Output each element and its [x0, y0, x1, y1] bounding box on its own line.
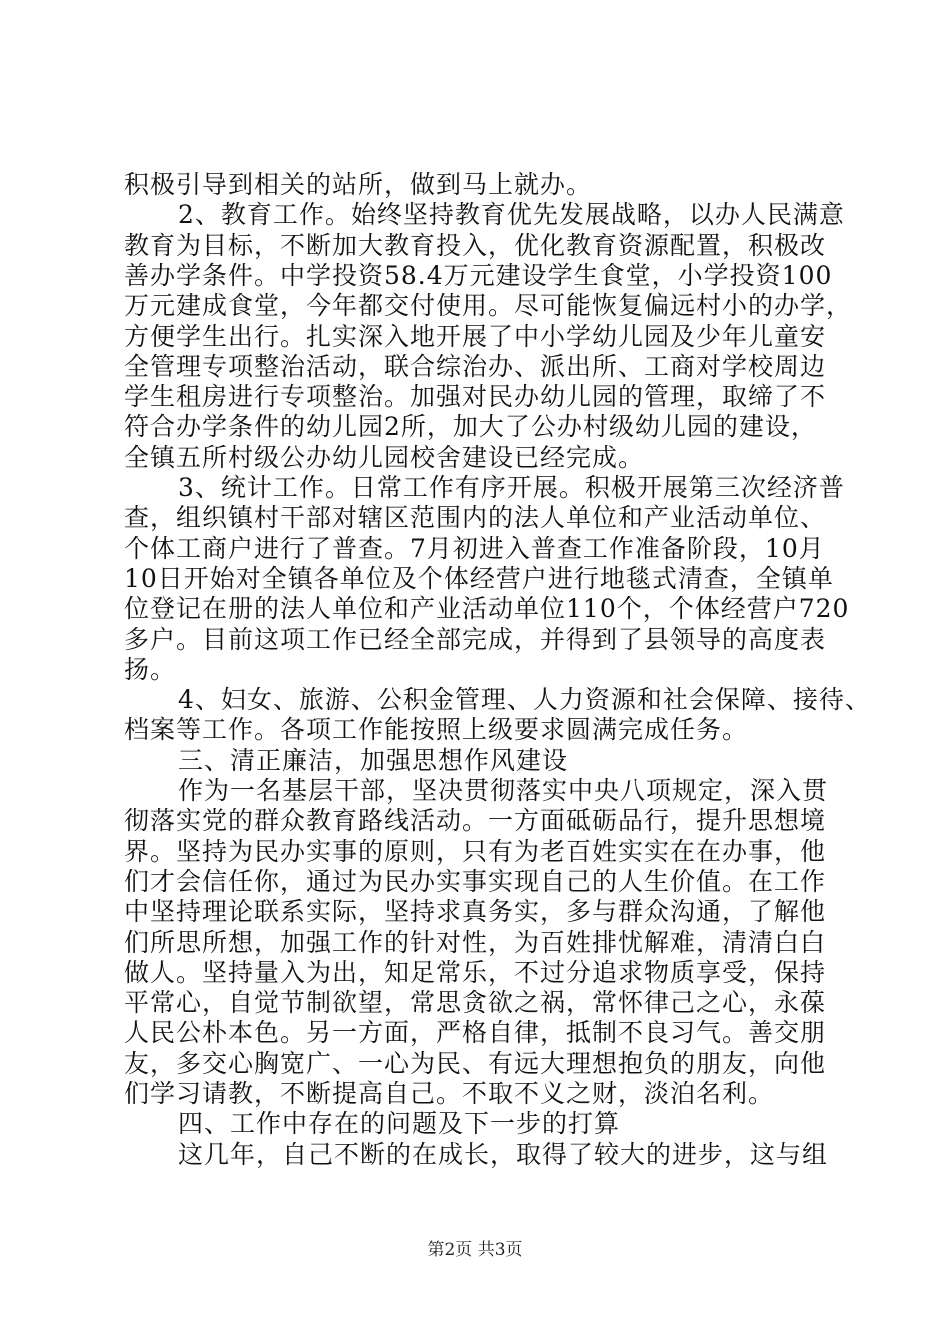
text-line: 符合办学条件的幼儿园2所，加大了公办村级幼儿园的建设， — [124, 412, 817, 442]
text-line: 3、统计工作。日常工作有序开展。积极开展第三次经济普 — [178, 473, 845, 502]
text-line: 4、妇女、旅游、公积金管理、人力资源和社会保障、接待、 — [178, 685, 871, 715]
text-line: 万元建成食堂，今年都交付使用。尽可能恢复偏远村小的办学， — [124, 291, 853, 321]
text-line: 彻落实党的群众教育路线活动。一方面砥砺品行，提升思想境 — [124, 806, 827, 836]
text-line: 个体工商户进行了普查。7月初进入普查工作准备阶段，10月 — [124, 533, 825, 563]
text-line: 友，多交心胸宽广、一心为民、有远大理想抱负的朋友，向他 — [124, 1048, 827, 1078]
text-line: 扬。 — [124, 654, 177, 684]
section-heading: 四、工作中存在的问题及下一步的打算 — [178, 1109, 621, 1139]
text-line: 这几年，自己不断的在成长，取得了较大的进步，这与组 — [178, 1139, 829, 1169]
text-line: 中坚持理论联系实际，坚持求真务实，多与群众沟通，了解他 — [124, 897, 827, 927]
text-line: 多户。目前这项工作已经全部完成，并得到了县领导的高度表 — [124, 624, 827, 654]
text-line: 做人。坚持量入为出，知足常乐，不过分追求物质享受，保持 — [124, 957, 827, 987]
text-line: 作为一名基层干部，坚决贯彻落实中央八项规定，深入贯 — [178, 776, 829, 805]
text-line: 积极引导到相关的站所，做到马上就办。 — [124, 170, 593, 199]
section-heading: 三、清正廉洁，加强思想作风建设 — [178, 745, 569, 775]
text-line: 教育为目标，不断加大教育投入，优化教育资源配置，积极改 — [124, 230, 827, 260]
text-line: 们学习请教，不断提高自己。不取不义之财，淡泊名利。 — [124, 1079, 775, 1108]
text-line: 全镇五所村级公办幼儿园校舍建设已经完成。 — [124, 442, 645, 472]
text-line: 全管理专项整治活动，联合综治办、派出所、工商对学校周边 — [124, 351, 827, 381]
text-line: 人民公朴本色。另一方面，严格自律，抵制不良习气。善交朋 — [124, 1018, 827, 1048]
text-line: 位登记在册的法人单位和产业活动单位110个，个体经营户720 — [124, 594, 850, 624]
page-footer — [0, 1238, 950, 1262]
page-number: 第2页 共3页 — [427, 1240, 523, 1260]
text-line: 2、教育工作。始终坚持教育优先发展战略，以办人民满意 — [178, 200, 845, 230]
text-line: 善办学条件。中学投资58.4万元建设学生食堂，小学投资100 — [124, 260, 833, 290]
text-line: 10日开始对全镇各单位及个体经营户进行地毯式清查，全镇单 — [124, 563, 834, 593]
text-line: 学生租房进行专项整治。加强对民办幼儿园的管理，取缔了不 — [124, 382, 827, 412]
text-line: 们所思所想，加强工作的针对性，为百姓排忧解难，清清白白 — [124, 927, 827, 957]
text-line: 们才会信任你，通过为民办实事实现自己的人生价值。在工作 — [124, 866, 827, 896]
text-line: 方便学生出行。扎实深入地开展了中小学幼儿园及少年儿童安 — [124, 321, 827, 351]
text-line: 档案等工作。各项工作能按照上级要求圆满完成任务。 — [124, 715, 749, 745]
text-line: 查，组织镇村干部对辖区范围内的法人单位和产业活动单位、 — [124, 503, 827, 533]
text-line: 界。坚持为民办实事的原则，只有为老百姓实实在在办事，他 — [124, 836, 827, 866]
text-line: 平常心，自觉节制欲望，常思贪欲之祸，常怀律己之心，永葆 — [124, 988, 827, 1018]
